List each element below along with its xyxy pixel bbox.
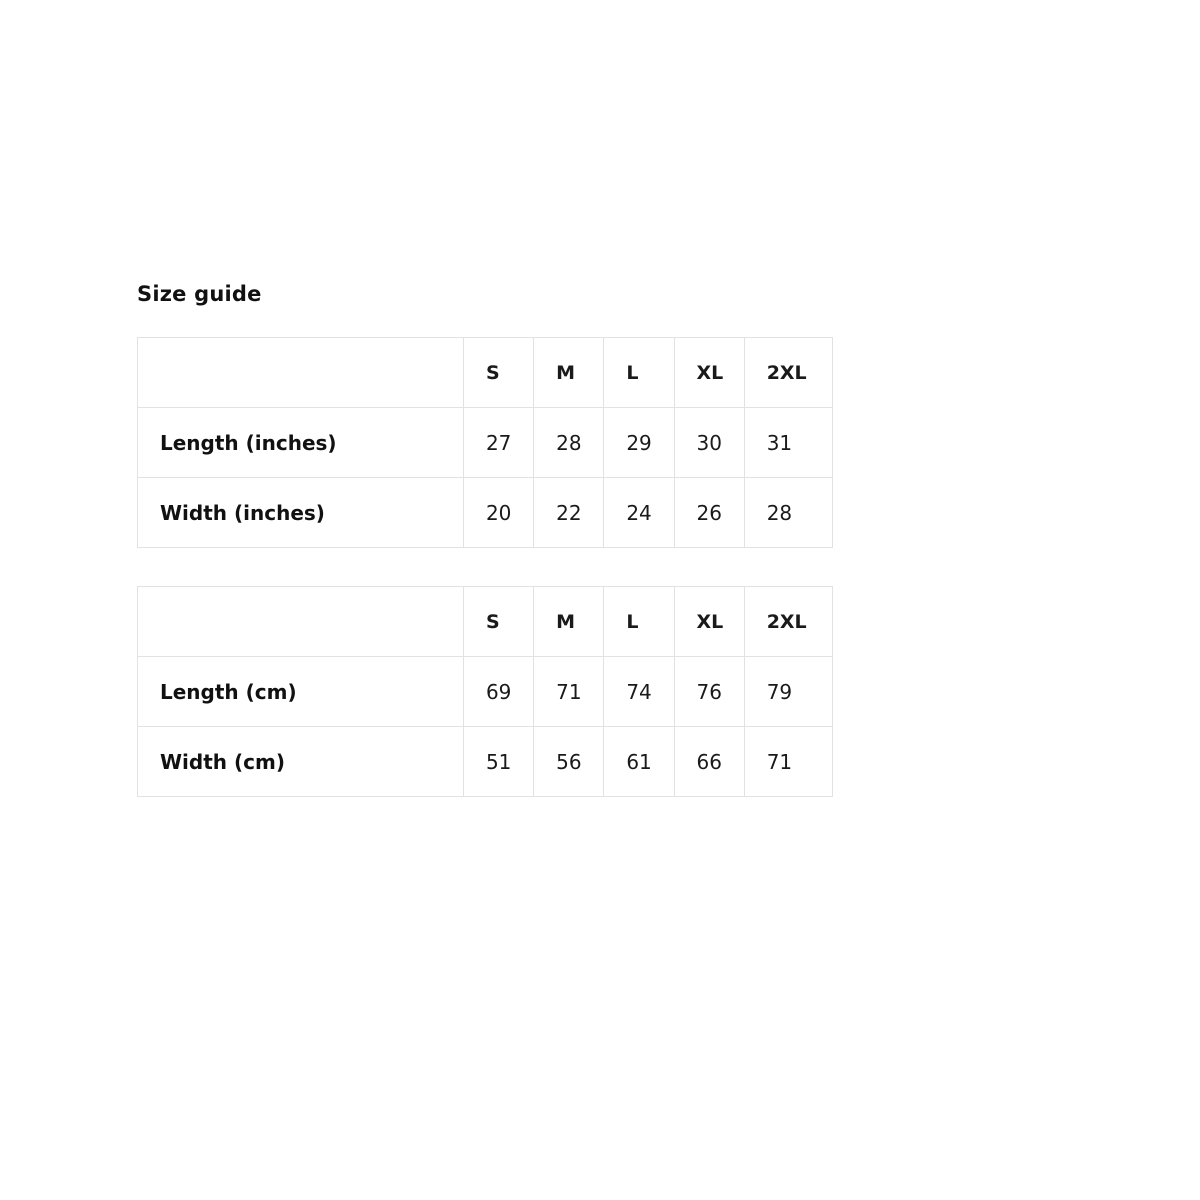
table-header-s: S [463, 587, 533, 657]
size-table-cm [137, 586, 833, 797]
table-row [138, 727, 833, 797]
table-header-row [138, 338, 833, 408]
cell-width-inches-s: 20 [463, 478, 533, 548]
table-header-l: L [604, 338, 674, 408]
cell-length-inches-m: 28 [534, 408, 604, 478]
cell-width-inches-l: 24 [604, 478, 674, 548]
cell-length-cm-l: 74 [604, 657, 674, 727]
table-row [138, 657, 833, 727]
table-header-xl: XL [674, 338, 744, 408]
table-header-m: M [534, 587, 604, 657]
cell-length-inches-l: 29 [604, 408, 674, 478]
cell-width-cm-m: 56 [534, 727, 604, 797]
table-header-l: L [604, 587, 674, 657]
size-guide-container [137, 282, 837, 835]
table-header-xl: XL [674, 587, 744, 657]
cell-width-cm-s: 51 [463, 727, 533, 797]
table-header-2xl: 2XL [744, 587, 832, 657]
table-header-blank [138, 587, 464, 657]
table-header-m: M [534, 338, 604, 408]
table-header-blank [138, 338, 464, 408]
table-header-row [138, 587, 833, 657]
cell-length-cm-m: 71 [534, 657, 604, 727]
cell-width-inches-xl: 26 [674, 478, 744, 548]
row-label-width-inches: Width (inches) [138, 478, 464, 548]
row-label-length-inches: Length (inches) [138, 408, 464, 478]
row-label-length-cm: Length (cm) [138, 657, 464, 727]
cell-width-cm-xl: 66 [674, 727, 744, 797]
table-header-2xl: 2XL [744, 338, 832, 408]
cell-length-inches-2xl: 31 [744, 408, 832, 478]
page-title: Size guide [137, 282, 262, 306]
row-label-width-cm: Width (cm) [138, 727, 464, 797]
cell-width-inches-2xl: 28 [744, 478, 832, 548]
table-header-s: S [463, 338, 533, 408]
cell-width-cm-l: 61 [604, 727, 674, 797]
cell-length-inches-xl: 30 [674, 408, 744, 478]
table-row [138, 478, 833, 548]
cell-width-inches-m: 22 [534, 478, 604, 548]
cell-length-cm-s: 69 [463, 657, 533, 727]
cell-length-inches-s: 27 [463, 408, 533, 478]
size-table-inches [137, 337, 833, 548]
cell-length-cm-2xl: 79 [744, 657, 832, 727]
cell-width-cm-2xl: 71 [744, 727, 832, 797]
table-row [138, 408, 833, 478]
cell-length-cm-xl: 76 [674, 657, 744, 727]
